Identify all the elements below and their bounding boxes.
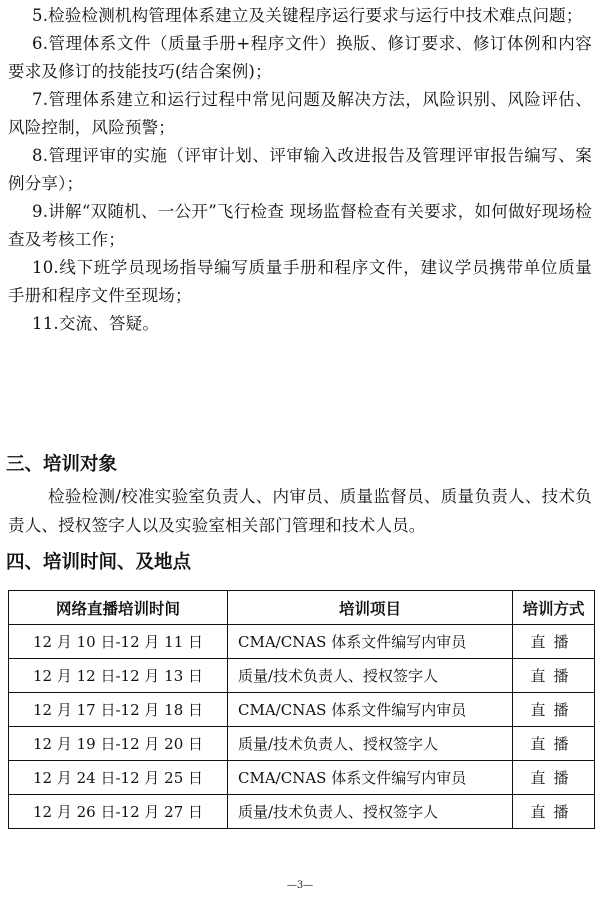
cell-time: 12 月 17 日-12 月 18 日 xyxy=(9,693,228,727)
table-row xyxy=(9,659,595,693)
cell-mode: 直播 xyxy=(513,727,595,761)
cell-time: 12 月 12 日-12 月 13 日 xyxy=(9,659,228,693)
cell-mode: 直播 xyxy=(513,761,595,795)
column-header-mode: 培训方式 xyxy=(513,591,595,625)
list-item: 9.讲解“双随机、一公开”飞行检查 现场监督检查有关要求，如何做好现场检查及考核工作； xyxy=(8,202,592,249)
cell-item: CMA/CNAS 体系文件编写内审员 xyxy=(228,625,513,659)
table-header-row xyxy=(9,591,595,625)
list-item: 10.线下班学员现场指导编写质量手册和程序文件，建议学员携带单位质量手册和程序文件至现场； xyxy=(8,258,592,305)
cell-mode: 直播 xyxy=(513,625,595,659)
schedule-table xyxy=(8,590,595,829)
cell-mode: 直播 xyxy=(513,795,595,829)
training-target-text: 检验检测/校准实验室负责人、内审员、质量监督员、质量负责人、技术负责人、授权签字人以及实验室相关部门管理和技术人员。 xyxy=(8,487,592,535)
cell-item: CMA/CNAS 体系文件编写内审员 xyxy=(228,761,513,795)
list-item: 6.管理体系文件（质量手册+程序文件）换版、修订要求、修订体例和内容要求及修订的技能技巧(结合案例)； xyxy=(8,34,592,81)
table-row xyxy=(9,693,595,727)
cell-mode: 直播 xyxy=(513,659,595,693)
cell-time: 12 月 26 日-12 月 27 日 xyxy=(9,795,228,829)
column-header-time: 网络直播培训时间 xyxy=(9,591,228,625)
section-heading-time-location: 四、培训时间、及地点 xyxy=(6,552,192,573)
section-heading-training-target: 三、培训对象 xyxy=(6,454,118,475)
cell-time: 12 月 10 日-12 月 11 日 xyxy=(9,625,228,659)
page-number: —3— xyxy=(286,880,314,891)
list-item: 8.管理评审的实施（评审计划、评审输入改进报告及管理评审报告编写、案例分享）； xyxy=(8,146,592,193)
list-item: 11.交流、答疑。 xyxy=(32,314,160,333)
table-row xyxy=(9,761,595,795)
table-row xyxy=(9,727,595,761)
cell-mode: 直播 xyxy=(513,693,595,727)
cell-item: 质量/技术负责人、授权签字人 xyxy=(228,795,513,829)
cell-item: 质量/技术负责人、授权签字人 xyxy=(228,727,513,761)
table-row xyxy=(9,795,595,829)
column-header-item: 培训项目 xyxy=(228,591,513,625)
cell-time: 12 月 19 日-12 月 20 日 xyxy=(9,727,228,761)
training-content-list xyxy=(8,2,592,338)
cell-item: CMA/CNAS 体系文件编写内审员 xyxy=(228,693,513,727)
list-item: 5.检验检测机构管理体系建立及关键程序运行要求与运行中技术难点问题； xyxy=(32,6,583,25)
cell-item: 质量/技术负责人、授权签字人 xyxy=(228,659,513,693)
list-item: 7.管理体系建立和运行过程中常见问题及解决方法，风险识别、风险评估、风险控制，风险预警； xyxy=(8,90,592,137)
table-row xyxy=(9,625,595,659)
cell-time: 12 月 24 日-12 月 25 日 xyxy=(9,761,228,795)
